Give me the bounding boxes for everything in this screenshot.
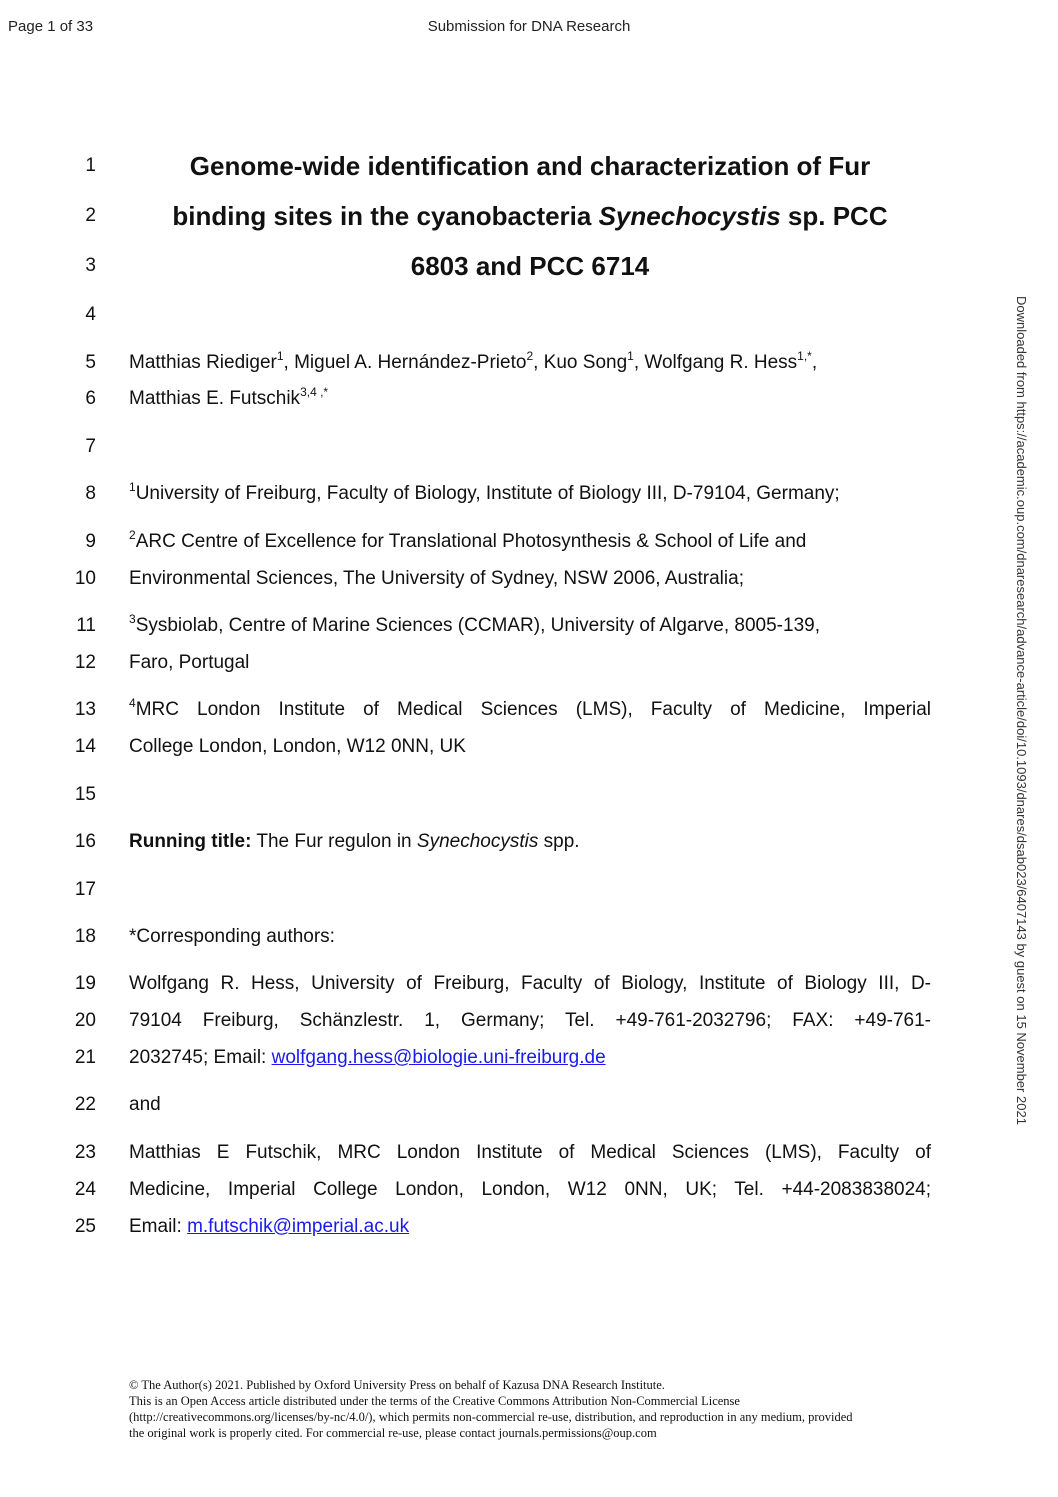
- line-number: 11: [76, 615, 96, 636]
- line-number: 5: [85, 352, 96, 373]
- download-stamp-text: Downloaded from https://academic.oup.com/dnaresearch/advance-article/doi/10.1093/dnares/dsab023/6407143 by guest on 15 November 2021: [1014, 296, 1029, 1125]
- line-16: [0, 827, 1000, 857]
- corresponding-heading: *Corresponding authors:: [129, 926, 335, 947]
- line-4: [0, 300, 1000, 330]
- line-number: 12: [74, 652, 96, 673]
- line-3: [0, 251, 1000, 281]
- affiliation-2-line-1: $^2$ARC Centre of Excellence for Translational Photosynthesis & School of Life and: [129, 528, 807, 552]
- page-header-left: Page 1 of 33: [8, 18, 94, 35]
- line-1: [0, 151, 1000, 181]
- affiliation-3-line-1: $^3$Sysbiolab, Centre of Marine Sciences (CCMAR), University of Algarve, 8005-139,: [129, 612, 820, 636]
- affiliation-4-line-1: $^4$MRC London Institute of Medical Sciences (LMS), Faculty of Medicine, Imperial: [129, 696, 931, 720]
- line-12: [0, 648, 1000, 678]
- running-title-label: Running title:: [129, 831, 252, 852]
- corresponding-2-line-3: Email: m.futschik@imperial.ac.uk: [129, 1216, 410, 1237]
- email-link-futschik[interactable]: m.futschik@imperial.ac.uk: [187, 1216, 410, 1237]
- corresponding-2-line-2: Medicine, Imperial College London, London, W12 0NN, UK; Tel. +44-2083838024;: [129, 1179, 931, 1200]
- line-18: [0, 922, 1000, 952]
- line-number: 2: [85, 205, 96, 226]
- line-7: [0, 432, 1000, 462]
- running-title: Running title: The Fur regulon in Synechocystis spp.: [129, 831, 580, 852]
- line-number: 3: [85, 255, 96, 276]
- line-number: 19: [74, 973, 96, 994]
- line-number: 9: [85, 531, 96, 552]
- line-5: [0, 348, 1000, 378]
- line-number: 18: [74, 926, 96, 947]
- corresponding-1-line-2: 79104 Freiburg, Schänzlestr. 1, Germany; Tel. +49-761-2032796; FAX: +49-761-: [129, 1010, 931, 1031]
- line-number: 25: [74, 1216, 96, 1237]
- license-line-3: (http://creativecommons.org/licenses/by-nc/4.0/), which permits non-commercial re-use, distribution, and reproduction in any medium, provided: [129, 1410, 853, 1424]
- line-9: [0, 527, 1000, 557]
- line-14: [0, 732, 1000, 762]
- download-stamp: [1011, 296, 1031, 1206]
- line-number: 22: [74, 1094, 96, 1115]
- line-number: 1: [85, 155, 96, 176]
- affiliation-4-line-2: College London, London, W12 0NN, UK: [129, 736, 466, 757]
- line-21: [0, 1043, 1000, 1073]
- line-8: [0, 479, 1000, 509]
- email-link-hess[interactable]: wolfgang.hess@biologie.uni-freiburg.de: [271, 1047, 606, 1068]
- line-number: 23: [74, 1142, 96, 1163]
- authors-line-2: Matthias E. Futschik$^{3,4 ,*}$: [129, 385, 329, 409]
- line-25: [0, 1212, 1000, 1242]
- line-17: [0, 875, 1000, 905]
- line-number: 14: [74, 736, 96, 757]
- affiliation-3-line-2: Faro, Portugal: [129, 652, 250, 673]
- line-number: 4: [85, 304, 96, 325]
- line-number: 6: [85, 388, 96, 409]
- title-line-2: binding sites in the cyanobacteria Synechocystis sp. PCC: [172, 201, 888, 231]
- affiliation-2-line-2: Environmental Sciences, The University of Sydney, NSW 2006, Australia;: [129, 568, 744, 589]
- line-22: [0, 1090, 1000, 1120]
- line-number: 13: [74, 699, 96, 720]
- line-10: [0, 564, 1000, 594]
- line-24: [0, 1175, 1000, 1205]
- line-number: 24: [74, 1179, 96, 1200]
- title-line-3: 6803 and PCC 6714: [410, 251, 650, 281]
- line-number: 8: [85, 483, 96, 504]
- license-line-1: © The Author(s) 2021. Published by Oxford University Press on behalf of Kazusa DNA Research Institute.: [129, 1378, 665, 1392]
- line-number: 10: [74, 568, 96, 589]
- line-2: [0, 201, 1000, 231]
- line-number: 21: [74, 1047, 96, 1068]
- line-13: [0, 695, 1000, 725]
- line-number: 20: [74, 1010, 96, 1031]
- line-23: [0, 1138, 1000, 1168]
- title-line-1: Genome-wide identification and characterization of Fur: [189, 151, 871, 181]
- line-number: 7: [85, 436, 96, 457]
- license-line-4: the original work is properly cited. For commercial re-use, please contact journals.permissions@oup.com: [129, 1426, 657, 1440]
- affiliation-1: $^1$University of Freiburg, Faculty of Biology, Institute of Biology III, D-79104, Germany;: [129, 480, 840, 504]
- corresponding-1-line-3: 2032745; Email: wolfgang.hess@biologie.uni-freiburg.de: [129, 1047, 606, 1068]
- line-number: 15: [74, 784, 96, 805]
- line-11: [0, 611, 1000, 641]
- line-20: [0, 1006, 1000, 1036]
- line-number: 17: [74, 879, 96, 900]
- license-line-2: This is an Open Access article distributed under the terms of the Creative Commons Attribution Non-Commercial License: [129, 1394, 740, 1408]
- page-header-journal: Submission for DNA Research: [427, 18, 631, 35]
- authors-line-1: Matthias Riediger$^1$, Miguel A. Hernández-Prieto$^2$, Kuo Song$^1$, Wolfgang R. Hess$^{1,*}$,: [129, 349, 818, 373]
- line-6: [0, 384, 1000, 414]
- corresponding-1-line-1: Wolfgang R. Hess, University of Freiburg, Faculty of Biology, Institute of Biology III, D-: [129, 973, 931, 994]
- corresponding-2-line-1: Matthias E Futschik, MRC London Institute of Medical Sciences (LMS), Faculty of: [129, 1142, 931, 1163]
- and-text: and: [129, 1094, 161, 1115]
- line-number: 16: [74, 831, 96, 852]
- line-19: [0, 969, 1000, 999]
- line-15: [0, 780, 1000, 810]
- title-italic: Synechocystis: [598, 201, 781, 231]
